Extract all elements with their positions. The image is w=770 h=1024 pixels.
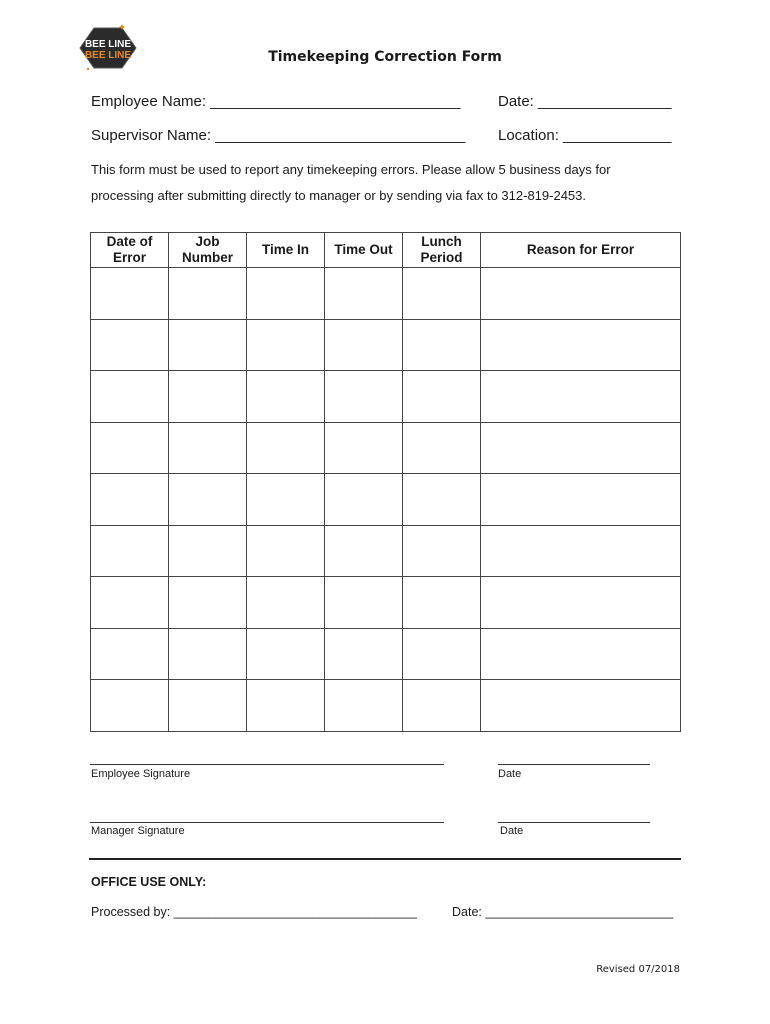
table-row	[91, 680, 681, 732]
table-cell[interactable]	[325, 577, 403, 629]
table-cell[interactable]	[91, 525, 169, 577]
instructions-line-2: processing after submitting directly to manager or by sending via fax to 312-819-2453.	[91, 188, 586, 203]
table-cell[interactable]	[247, 319, 325, 371]
table-cell[interactable]	[403, 371, 481, 423]
table-cell[interactable]	[247, 577, 325, 629]
instructions-line-1: This form must be used to report any timekeeping errors. Please allow 5 business days for	[91, 162, 611, 177]
table-cell[interactable]	[91, 680, 169, 732]
table-row	[91, 577, 681, 629]
header-time-out: Time Out	[325, 233, 403, 268]
table-cell[interactable]	[403, 474, 481, 526]
table-cell[interactable]	[169, 577, 247, 629]
table-cell[interactable]	[481, 474, 681, 526]
table-row	[91, 628, 681, 680]
table-cell[interactable]	[247, 474, 325, 526]
table-row	[91, 474, 681, 526]
date-field[interactable]: Date: ________________	[498, 93, 672, 110]
dot-icon	[87, 68, 89, 70]
table-cell[interactable]	[403, 680, 481, 732]
table-cell[interactable]	[91, 268, 169, 320]
table-cell[interactable]	[481, 525, 681, 577]
table-cell[interactable]	[481, 680, 681, 732]
table-cell[interactable]	[481, 577, 681, 629]
header-job-number: Job Number	[169, 233, 247, 268]
table-cell[interactable]	[91, 422, 169, 474]
table-header-row	[91, 233, 681, 268]
table-cell[interactable]	[169, 474, 247, 526]
processed-by-field[interactable]: Processed by: ___________________________________	[91, 905, 417, 919]
instructions	[91, 157, 691, 209]
employee-signature-label: Employee Signature	[91, 768, 191, 780]
table-cell[interactable]	[169, 628, 247, 680]
table-cell[interactable]	[247, 422, 325, 474]
logo-text-top: BEE LINE	[84, 39, 132, 50]
form-title: Timekeeping Correction Form	[268, 49, 502, 65]
table-row	[91, 319, 681, 371]
table-cell[interactable]	[325, 680, 403, 732]
table-cell[interactable]	[169, 268, 247, 320]
table-cell[interactable]	[403, 628, 481, 680]
table-row	[91, 525, 681, 577]
manager-date-line[interactable]	[498, 822, 650, 823]
table-cell[interactable]	[169, 525, 247, 577]
table-cell[interactable]	[247, 680, 325, 732]
table-row	[91, 371, 681, 423]
header-date-of-error: Date of Error	[91, 233, 169, 268]
table-cell[interactable]	[91, 371, 169, 423]
table-cell[interactable]	[247, 371, 325, 423]
table-cell[interactable]	[247, 525, 325, 577]
table-cell[interactable]	[169, 680, 247, 732]
table-row	[91, 422, 681, 474]
table-cell[interactable]	[169, 319, 247, 371]
employee-name-field[interactable]: Employee Name: ______________________________	[91, 93, 461, 110]
table-cell[interactable]	[481, 628, 681, 680]
table-cell[interactable]	[481, 268, 681, 320]
correction-table	[90, 232, 681, 732]
employee-date-label: Date	[498, 768, 522, 780]
office-use-heading: OFFICE USE ONLY:	[91, 875, 207, 889]
table-cell[interactable]	[169, 422, 247, 474]
manager-signature-line[interactable]	[90, 822, 444, 823]
bee-line-logo	[78, 22, 138, 74]
manager-signature-label: Manager Signature	[91, 825, 185, 837]
location-field[interactable]: Location: _____________	[498, 127, 672, 144]
table-cell[interactable]	[403, 422, 481, 474]
table-cell[interactable]	[403, 577, 481, 629]
table-cell[interactable]	[169, 371, 247, 423]
supervisor-name-field[interactable]: Supervisor Name: ______________________________	[91, 127, 466, 144]
table-cell[interactable]	[91, 474, 169, 526]
table-cell[interactable]	[403, 525, 481, 577]
table-cell[interactable]	[325, 371, 403, 423]
employee-signature-line[interactable]	[90, 764, 444, 765]
header-lunch-period: Lunch Period	[403, 233, 481, 268]
table-cell[interactable]	[325, 525, 403, 577]
table-cell[interactable]	[91, 628, 169, 680]
table-cell[interactable]	[247, 268, 325, 320]
table-cell[interactable]	[247, 628, 325, 680]
table-cell[interactable]	[481, 319, 681, 371]
header-time-in: Time In	[247, 233, 325, 268]
table-cell[interactable]	[325, 268, 403, 320]
manager-date-label: Date	[500, 825, 524, 837]
table-cell[interactable]	[325, 474, 403, 526]
section-divider	[89, 858, 681, 860]
table-cell[interactable]	[325, 422, 403, 474]
table-row	[91, 268, 681, 320]
table-cell[interactable]	[403, 268, 481, 320]
table-cell[interactable]	[91, 319, 169, 371]
table-cell[interactable]	[481, 371, 681, 423]
employee-date-line[interactable]	[498, 764, 650, 765]
table-cell[interactable]	[325, 319, 403, 371]
revision-note: Revised 07/2018	[596, 964, 680, 975]
table-cell[interactable]	[403, 319, 481, 371]
table-cell[interactable]	[325, 628, 403, 680]
logo-text-bottom: BEE LINE	[84, 50, 132, 61]
table-cell[interactable]	[481, 422, 681, 474]
table-cell[interactable]	[91, 577, 169, 629]
header-reason-for-error: Reason for Error	[481, 233, 681, 268]
office-date-field[interactable]: Date: ___________________________	[452, 905, 674, 919]
